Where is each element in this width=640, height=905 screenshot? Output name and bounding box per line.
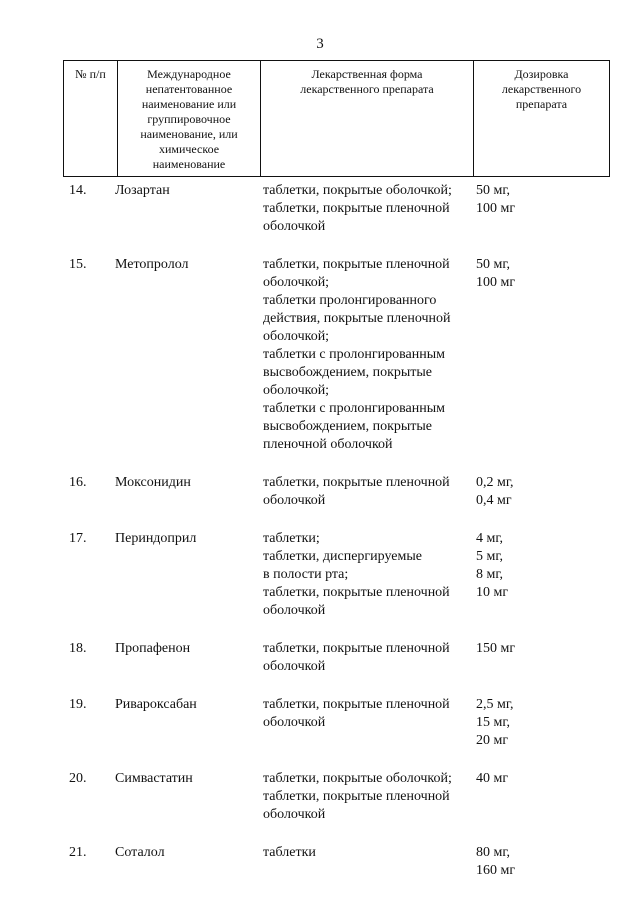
table-row	[63, 640, 623, 676]
row-number: 15.	[69, 257, 87, 272]
table-row	[63, 770, 623, 824]
table-row	[63, 182, 623, 236]
drug-dose: 50 мг, 100 мг	[476, 257, 516, 290]
drug-name: Моксонидин	[115, 475, 191, 490]
drug-form: таблетки, покрытые пленочной оболочкой	[263, 475, 450, 508]
row-number: 14.	[69, 183, 87, 198]
header-name: Международное непатентованное наименование или группировочное наименование, или химическое наименование	[118, 61, 261, 177]
drug-dose: 2,5 мг, 15 мг, 20 мг	[476, 697, 514, 748]
drug-form: таблетки; таблетки, диспергируемые в полости рта; таблетки, покрытые пленочной оболочкой	[263, 531, 450, 618]
row-number: 19.	[69, 697, 87, 712]
drug-form: таблетки, покрытые пленочной оболочкой	[263, 697, 450, 730]
drug-form: таблетки, покрытые оболочкой; таблетки, покрытые пленочной оболочкой	[263, 183, 452, 234]
drug-dose: 80 мг, 160 мг	[476, 845, 516, 878]
table-header	[63, 60, 610, 177]
drug-name: Метопролол	[115, 257, 189, 272]
drug-form: таблетки, покрытые пленочной оболочкой; таблетки пролонгированного действия, покрытые пленочной оболочкой; таблетки с пролонгированным высвобождением, покрытые оболочкой; таблетки с пролонгированным высвобождением, покрытые пленочной оболочкой	[263, 257, 451, 452]
table-row	[63, 844, 623, 880]
row-number: 16.	[69, 475, 87, 490]
table-row	[63, 256, 623, 454]
drug-dose: 40 мг	[476, 771, 509, 786]
row-number: 20.	[69, 771, 87, 786]
drug-form: таблетки, покрытые пленочной оболочкой	[263, 641, 450, 674]
page-number: 3	[316, 36, 324, 52]
table-row	[63, 696, 623, 750]
drug-dose: 4 мг, 5 мг, 8 мг, 10 мг	[476, 531, 509, 600]
drug-name: Пропафенон	[115, 641, 191, 656]
drug-form: таблетки	[263, 845, 316, 860]
drug-name: Симвастатин	[115, 771, 193, 786]
table-row	[63, 474, 623, 510]
drug-dose: 50 мг, 100 мг	[476, 183, 516, 216]
header-dose: Дозировка лекарственного препарата	[474, 61, 610, 177]
drug-dose: 0,2 мг, 0,4 мг	[476, 475, 514, 508]
drug-name: Периндоприл	[115, 531, 197, 546]
drug-dose: 150 мг	[476, 641, 516, 656]
header-form: Лекарственная форма лекарственного препарата	[261, 61, 474, 177]
drug-name: Соталол	[115, 845, 165, 860]
row-number: 21.	[69, 845, 87, 860]
drug-form: таблетки, покрытые оболочкой; таблетки, покрытые пленочной оболочкой	[263, 771, 452, 822]
drug-name: Лозартан	[115, 183, 170, 198]
table-body	[63, 182, 623, 900]
row-number: 18.	[69, 641, 87, 656]
row-number: 17.	[69, 531, 87, 546]
header-num: № п/п	[64, 61, 118, 177]
drug-name: Ривароксабан	[115, 697, 197, 712]
table-row	[63, 530, 623, 620]
